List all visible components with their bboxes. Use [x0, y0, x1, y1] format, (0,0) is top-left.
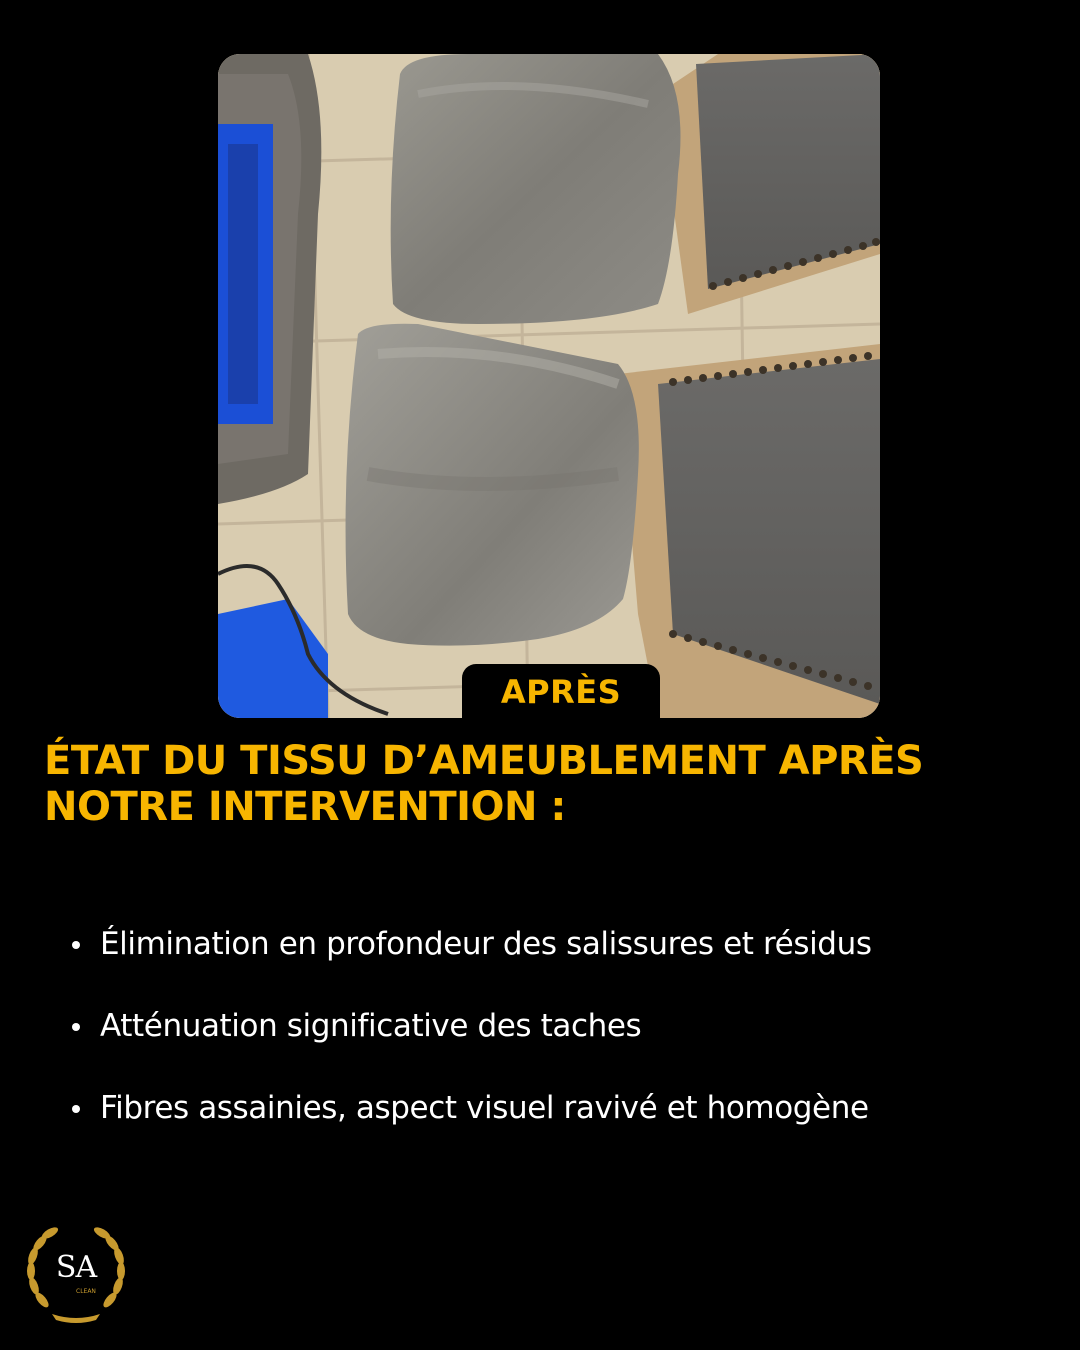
benefits-list: [70, 918, 1060, 1164]
bullet-dot-icon: [72, 1105, 80, 1113]
bullet-dot-icon: [72, 941, 80, 949]
headline-line-2: NOTRE INTERVENTION :: [44, 784, 566, 830]
headline-line-1: ÉTAT DU TISSU D’AMEUBLEMENT APRÈS: [44, 738, 924, 784]
logo-subtitle: CLEAN: [76, 1288, 96, 1295]
bullet-dot-icon: [72, 1023, 80, 1031]
list-item: Élimination en profondeur des salissures et résidus: [70, 918, 1060, 970]
logo-letters: SA: [55, 1250, 97, 1285]
chairs-photo-illustration: [218, 54, 880, 718]
list-item: Atténuation significative des taches: [70, 1000, 1060, 1052]
after-photo: [218, 54, 880, 718]
list-item: Fibres assainies, aspect visuel ravivé et homogène: [70, 1082, 1060, 1134]
headline: [44, 738, 1044, 830]
brand-logo: [22, 1222, 130, 1326]
after-badge: APRÈS: [462, 664, 660, 720]
